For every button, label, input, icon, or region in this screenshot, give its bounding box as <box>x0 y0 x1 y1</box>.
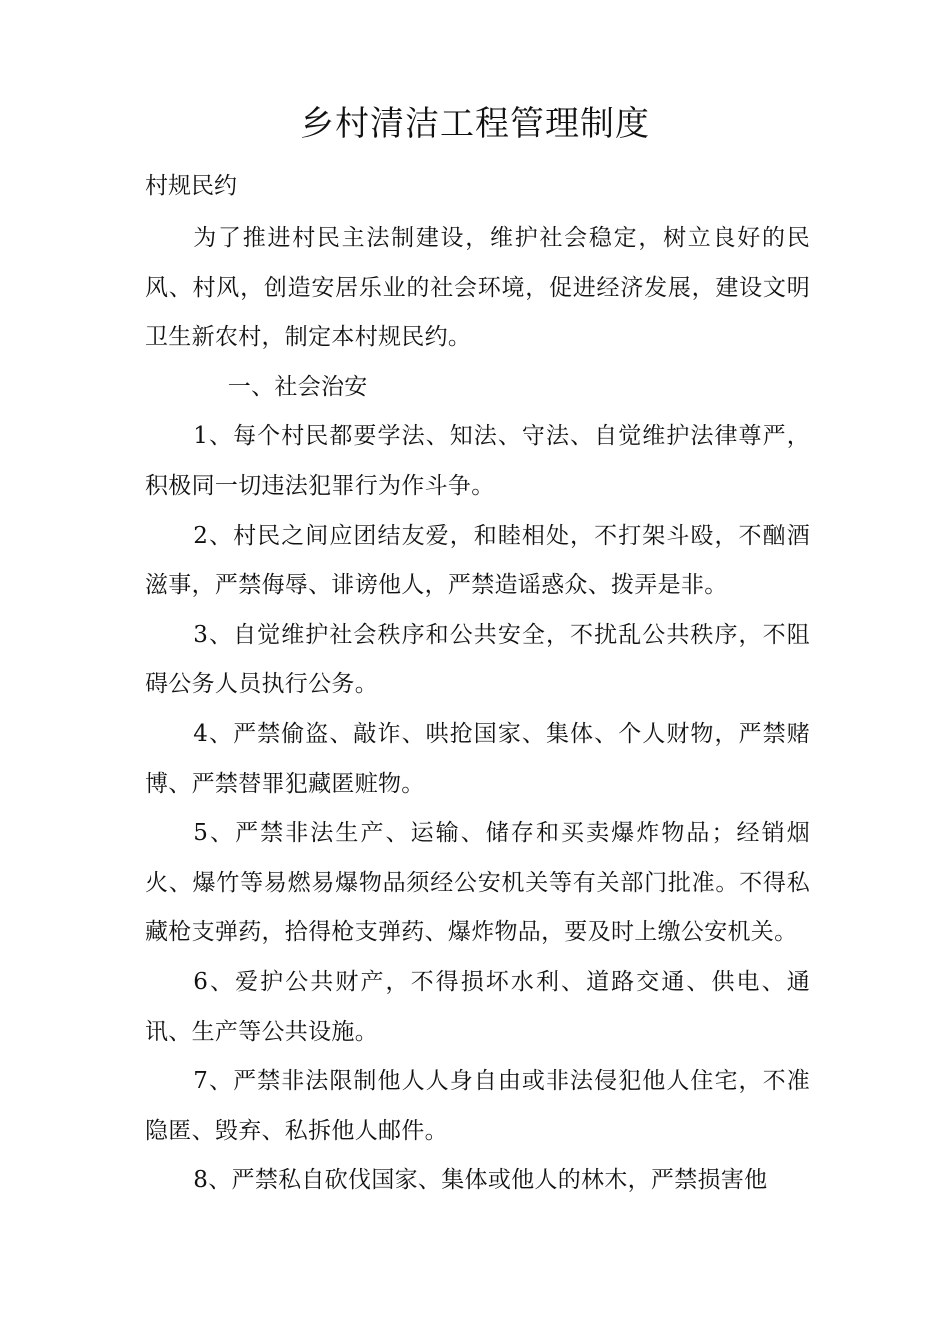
article-item: 7、严禁非法限制他人人身自由或非法侵犯他人住宅，不准隐匿、毁弃、私拆他人邮件。 <box>145 1068 810 1144</box>
document-title: 乡村清洁工程管理制度 <box>300 104 650 144</box>
article-item: 3、自觉维护社会秩序和公共安全，不扰乱公共秩序，不阻碍公务人员执行公务。 <box>145 621 810 698</box>
article-item: 4、严禁偷盗、敲诈、哄抢国家、集体、个人财物，严禁赌博、严禁替罪犯藏匿赃物。 <box>145 720 810 797</box>
section-heading: 一、社会治安 <box>227 373 368 400</box>
intro-paragraph: 为了推进村民主法制建设，维护社会稳定，树立良好的民风、村风，创造安居乐业的社会环境，促进经济发展，建设文明卫生新农村，制定本村规民约。 <box>145 225 810 351</box>
article-item: 6、爱护公共财产，不得损坏水利、道路交通、供电、通讯、生产等公共设施。 <box>145 968 810 1045</box>
article-item: 5、严禁非法生产、运输、储存和买卖爆炸物品；经销烟火、爆竹等易燃易爆物品须经公安机关等有关部门批准。不得私藏枪支弹药，拾得枪支弹药、爆炸物品，要及时上缴公安机关。 <box>145 820 810 946</box>
article-item: 1、每个村民都要学法、知法、守法、自觉维护法律尊严，积极同一切违法犯罪行为作斗争。 <box>145 423 810 499</box>
document-body <box>145 214 810 1206</box>
article-item: 8、严禁私自砍伐国家、集体或他人的林木，严禁损害他 <box>193 1167 768 1194</box>
document-subtitle: 村规民约 <box>145 173 237 199</box>
article-item: 2、村民之间应团结友爱，和睦相处，不打架斗殴，不酗酒滋事，严禁侮辱、诽谤他人，严禁造谣惑众、拨弄是非。 <box>145 522 810 599</box>
